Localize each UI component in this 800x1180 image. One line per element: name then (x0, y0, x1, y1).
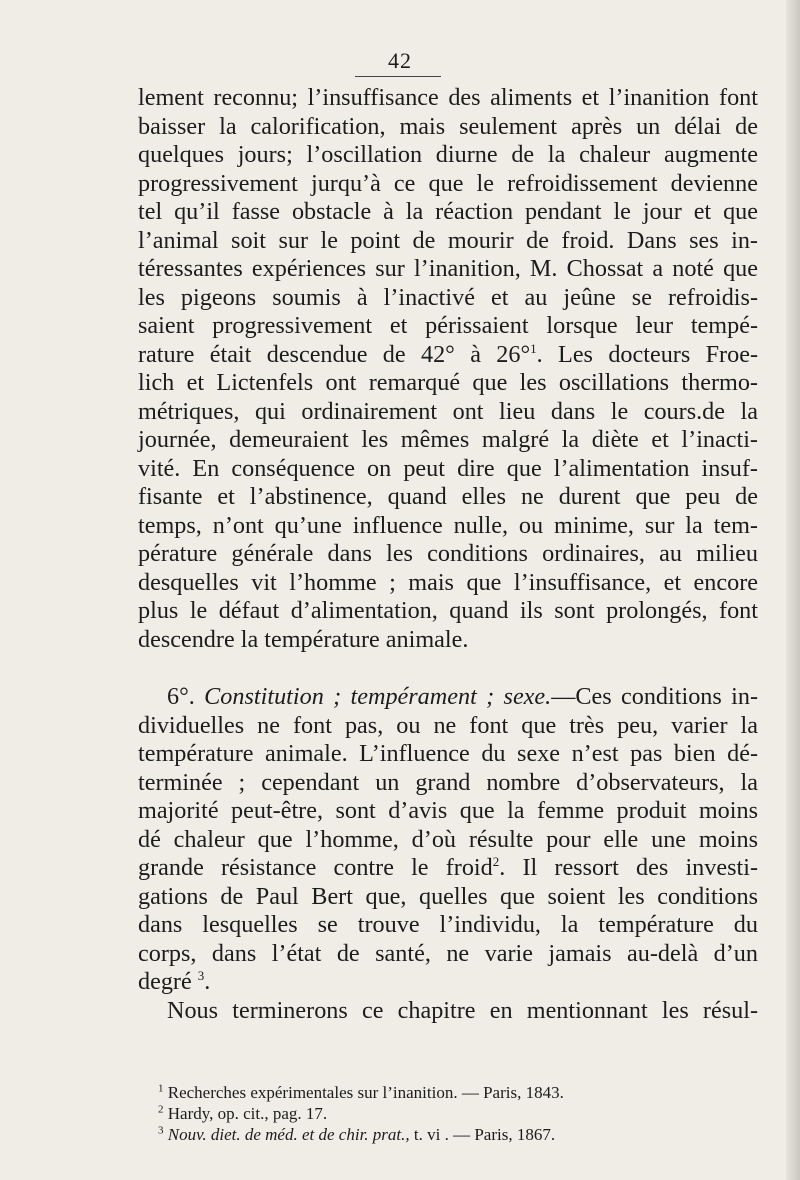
text-segment: Il ressort des investi- (522, 854, 758, 881)
footnote-2 (138, 1103, 758, 1124)
text-line: lich et Lictenfels ont remarqué que les oscillations thermo- (138, 369, 758, 396)
footnote-1 (138, 1082, 758, 1103)
footnote-mark: 1 (158, 1082, 164, 1095)
text-line: dans lesquelles se trouve l’individu, la température du (138, 911, 758, 938)
section-heading-line (138, 683, 758, 712)
text-line: plus le défaut d’alimentation, quand ils sont prolongés, font (138, 597, 758, 624)
text-segment: Les docteurs Froe- (558, 340, 758, 368)
text-line: Nous terminerons ce chapitre en mentionnant les résul- (167, 996, 758, 1024)
text-line: descendre la température animale. (138, 625, 469, 653)
footnote-mark: 3 (158, 1124, 164, 1137)
text-line: degré $^3$. (138, 967, 211, 995)
body-text (138, 84, 758, 1025)
section-number: 6°. (167, 683, 195, 710)
footnotes (138, 1082, 758, 1145)
footnote-mark: 2 (158, 1103, 164, 1116)
text-line: les pigeons soumis à l’inactivé et au jeûne se refroidis- (138, 283, 758, 311)
text-line: pérature générale dans les conditions ordinaires, au milieu (138, 540, 758, 567)
text-segment: degré (138, 968, 192, 995)
text-line: lement reconnu; l’insuffisance des aliments et l’inanition font (138, 84, 758, 111)
text-segment: rature était descendue de 42° à 26° (138, 340, 531, 368)
text-line: température animale. L’influence du sexe n’est pas bien dé- (138, 740, 758, 767)
footnote-3 (138, 1124, 758, 1145)
text-line: l’animal soit sur le point de mourir de froid. Dans ses in- (138, 226, 758, 254)
text-line: métriques, qui ordinairement ont lieu dans le cours.de la (138, 397, 758, 425)
text-line: desquelles vit l’homme ; mais que l’insuffisance, et encore (138, 568, 758, 596)
header-rule (355, 76, 441, 77)
page-edge (786, 0, 800, 1180)
footnote-ref-1: 1 (530, 340, 537, 356)
text-line: gations de Paul Bert que, quelles que soient les conditions (138, 882, 758, 910)
text-line: terminée ; cependant un grand nombre d’observateurs, la (138, 768, 758, 796)
footnote-text: Hardy, op. cit., pag. 17. (167, 1104, 328, 1123)
page-header (0, 48, 800, 74)
footnote-text: t. vi . — Paris, 1867. (409, 1125, 556, 1144)
text-line: rature était descendue de 42° à 26°$^1$. Les docteurs Froe- (138, 340, 758, 368)
text-line: saient progressivement et périssaient lorsque leur tempé- (138, 312, 758, 339)
section-heading: Constitution ; tempérament ; sexe. (204, 683, 552, 710)
text-line: majorité peut-être, sont d’avis que la femme produit moins (138, 797, 758, 824)
text-line: progressivement jurqu’à ce que le refroidissement devienne (138, 169, 758, 197)
footnote-ref-3: 3 (197, 967, 205, 983)
text-line: téressantes expériences sur l’inanition, M. Chossat a noté que (138, 255, 758, 282)
footnote-text: Recherches expérimentales sur l’inanition. — Paris, 1843. (167, 1083, 564, 1102)
paragraph-gap (138, 654, 758, 683)
text-segment: —Ces conditions in- (551, 683, 758, 710)
text-line: dividuelles ne font pas, ou ne font que très peu, varier la (138, 711, 758, 739)
text-line: grande résistance contre le froid$^2$. Il ressort des investi- (138, 853, 758, 881)
text-segment: grande résistance contre le froid (138, 854, 493, 881)
text-line: dé chaleur que l’homme, d’où résulte pour elle une moins (138, 825, 758, 853)
text-line: corps, dans l’état de santé, ne varie jamais au-delà d’un (138, 939, 758, 967)
footnote-title: Nouv. diet. de méd. et de chir. prat., (167, 1125, 410, 1144)
footnote-ref-2: 2 (492, 853, 500, 869)
text-line: journée, demeuraient les mêmes malgré la diète et l’inacti- (138, 426, 758, 453)
text-line: fisante et l’abstinence, quand elles ne durent que peu de (138, 483, 758, 510)
text-line: baisser la calorification, mais seulement après un délai de (138, 112, 758, 140)
text-line: quelques jours; l’oscillation diurne de la chaleur augmente (138, 141, 758, 168)
page-number: 42 (388, 48, 412, 73)
text-line: tel qu’il fasse obstacle à la réaction pendant le jour et que (138, 198, 758, 225)
text-line: vité. En conséquence on peut dire que l’alimentation insuf- (138, 454, 758, 482)
text-line: temps, n’ont qu’une influence nulle, ou minime, sur la tem- (138, 511, 758, 539)
